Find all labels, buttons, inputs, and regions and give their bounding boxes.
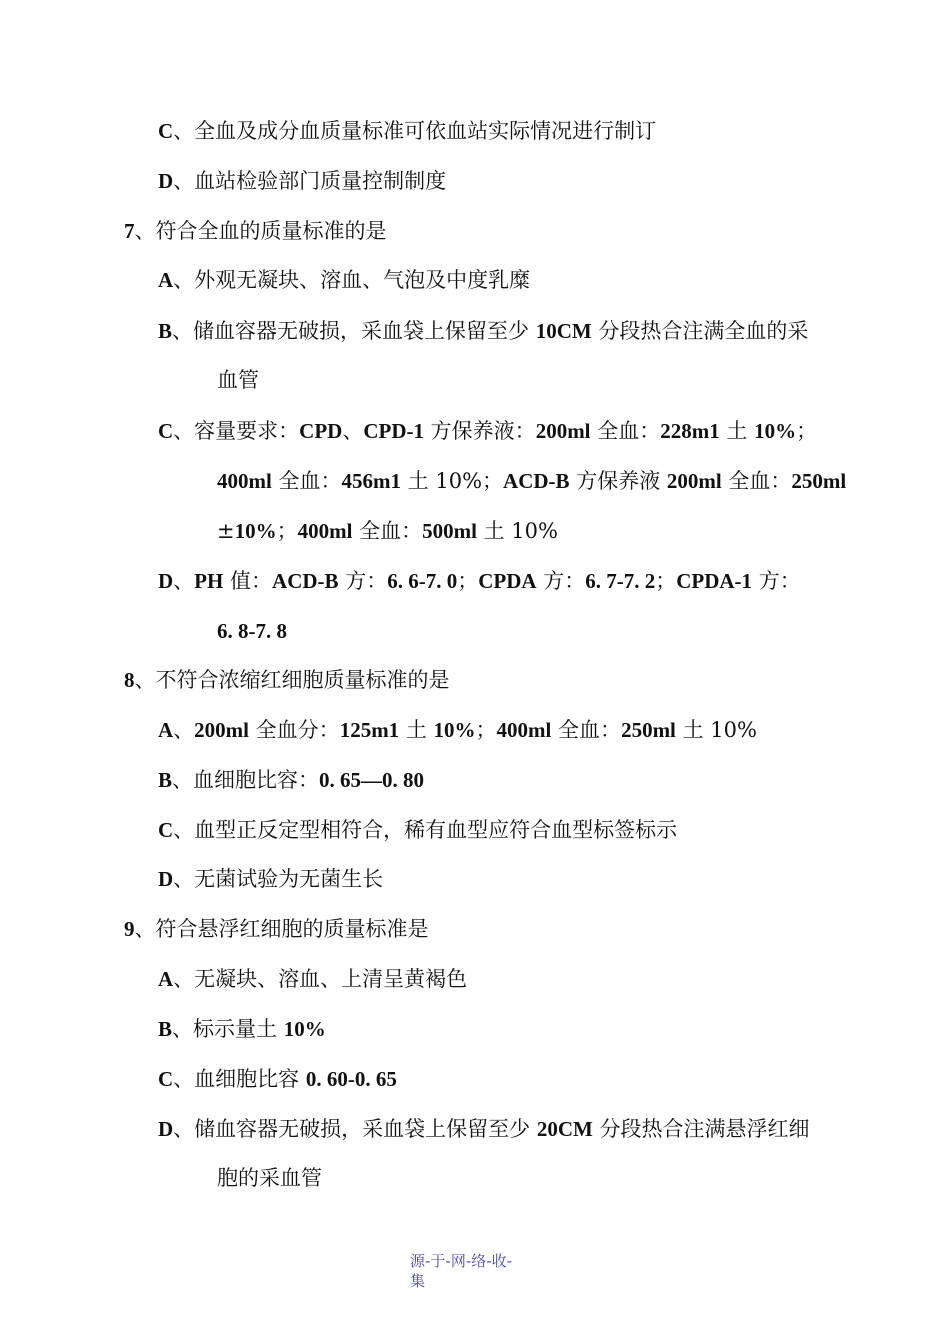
bold-text: B [158,768,173,792]
text-segment: 方保养液： [424,419,536,443]
text-segment: 全血： [721,469,792,493]
text-segment: 全血： [271,469,342,493]
bold-text: C [158,1067,174,1091]
text-segment: 全血： [352,519,423,543]
text-segment: 土 [719,419,755,443]
bold-text: 250ml [791,469,847,493]
text-segment: 全血： [590,419,661,443]
text-segment: 、 [173,569,195,593]
text-segment: 全血： [551,718,622,742]
option-line [158,1065,397,1093]
bold-text: 10% [754,419,797,443]
text-segment: 、储血容器无破损，采血袋上保留至少 [172,319,536,343]
bold-text: 6. 6-7. 0 [387,569,458,593]
bold-text: A [158,268,174,292]
bold-text: 8 [124,668,135,692]
bold-text: 400ml [217,469,272,493]
text-segment: 值： [223,569,273,593]
text-segment: 土 10%； [401,469,504,493]
text-segment: 土 10% [675,718,757,742]
text-segment: 、血型正反定型相符合，稀有血型应符合血型标签标示 [173,818,678,842]
text-segment: 、 [342,419,364,443]
bold-text: 200ml [666,469,722,493]
text-segment: 分段热合注满悬浮红细 [592,1117,810,1141]
option-line [158,317,808,345]
text-segment: ； [796,419,818,443]
bold-text: 7 [124,219,135,243]
text-segment: 、无凝块、溶血、上清呈黄褐色 [173,967,468,991]
bold-text: PH [194,569,224,593]
option-line [158,167,446,195]
bold-text: 0. 65—0. 80 [319,768,425,792]
bold-text: C [158,119,174,143]
option-line [158,965,467,993]
bold-text: D [158,569,174,593]
bold-text: 500ml [422,519,477,543]
text-segment: 土 [399,718,434,742]
text-segment: 、标示量土 [172,1017,284,1041]
text-segment: ； [655,569,677,593]
option-line [158,816,677,844]
bold-text: D [158,1117,174,1141]
text-segment: 方保养液 [569,469,667,493]
bold-text: CPD [299,419,343,443]
bold-text: 228m1 [660,419,720,443]
text-segment: ； [457,569,479,593]
text-segment: 、血细胞比容： [172,768,320,792]
bold-text: 9 [124,917,135,941]
question-line [124,666,450,694]
option-line [158,117,656,145]
footer-watermark [410,1251,550,1291]
bold-text: 10CM [535,319,592,343]
bold-text: ACD-B [272,569,339,593]
option-line [158,1015,326,1043]
text-segment: 全血分： [249,718,340,742]
text-segment: 方： [536,569,586,593]
text-segment: 、不符合浓缩红细胞质量标准的是 [134,668,450,692]
bold-text: 400ml [297,519,353,543]
text-segment: 胞的采血管 [217,1166,322,1190]
continuation-line [217,517,558,545]
bold-text: B [158,319,173,343]
bold-text: ACD-B [503,469,570,493]
bold-text: 125m1 [339,718,400,742]
text-segment: ； [276,519,298,543]
bold-text: 10% [433,718,476,742]
text-segment: 、符合全血的质量标准的是 [134,219,387,243]
text-segment: 、外观无凝块、溶血、气泡及中度乳糜 [173,268,531,292]
bold-text: 6. 7-7. 2 [585,569,656,593]
continuation-line [217,1164,322,1192]
continuation-line [217,366,259,394]
option-line [158,716,757,744]
text-segment: 方： [752,569,801,593]
text-segment: 土 10% [476,519,558,543]
text-segment: 、储血容器无破损，采血袋上保留至少 [173,1117,537,1141]
text-segment: 血管 [217,368,259,392]
text-segment: ； [475,718,497,742]
bold-text: B [158,1017,173,1041]
bold-text: C [158,818,174,842]
text-segment: 、血站检验部门质量控制制度 [173,169,447,193]
question-line [124,217,387,245]
bold-text: 10% [283,1017,326,1041]
bold-text: 10% [234,519,277,543]
bold-text: 250ml [621,718,676,742]
bold-text: 400ml [496,718,552,742]
option-line [158,1115,810,1143]
option-line [158,865,383,893]
text-segment: 、符合悬浮红细胞的质量标准是 [134,917,429,941]
question-line [124,915,429,943]
footer-line-1: 源-于-网-络-收- [410,1252,513,1270]
option-line [158,266,530,294]
bold-text: C [158,419,174,443]
bold-text: A [158,967,174,991]
text-segment: 、无菌试验为无菌生长 [173,867,384,891]
footer-line-2: 集 [410,1272,426,1290]
bold-text: A [158,718,174,742]
option-line [158,567,801,595]
continuation-line [217,617,287,645]
bold-text: D [158,169,174,193]
text-segment: 、全血及成分血质量标准可依血站实际情况进行制订 [173,119,657,143]
option-line [158,417,817,445]
bold-text: 200ml [194,718,249,742]
text-segment: 、 [173,718,195,742]
bold-text: 200ml [535,419,591,443]
continuation-line [217,467,846,495]
bold-text: 6. 8-7. 8 [217,619,287,643]
option-line [158,766,424,794]
text-segment: ± [217,519,235,543]
bold-text: CPD-1 [363,419,424,443]
bold-text: CPDA [478,569,537,593]
bold-text: 456m1 [341,469,402,493]
text-segment: 、血细胞比容 [173,1067,306,1091]
text-segment: 、容量要求： [173,419,300,443]
bold-text: CPDA-1 [676,569,753,593]
text-segment: 分段热合注满全血的采 [591,319,809,343]
text-segment: 方： [338,569,388,593]
bold-text: D [158,867,174,891]
bold-text: 0. 60-0. 65 [305,1067,397,1091]
bold-text: 20CM [536,1117,593,1141]
